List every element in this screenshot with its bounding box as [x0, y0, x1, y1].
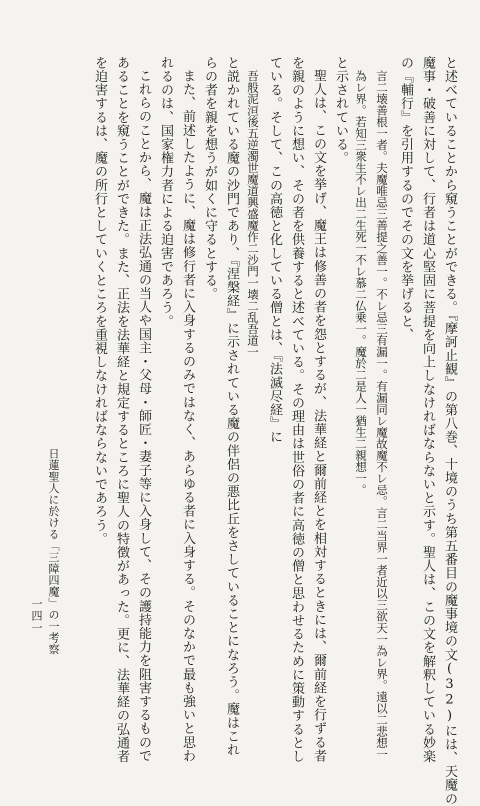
text-line: ている。そして、この高徳と化している僧とは、『法滅尽経』に: [267, 56, 282, 444]
quote-line: 言二壊善根一者。夫魔唯忌三善提之善一。不レ忌三有漏一。有漏同レ魔故魔不レ忌。言二当界一者近以三欲天一為レ界。遠以二悲想一: [375, 70, 389, 760]
text-line: また、前述したように、魔は修行者に入身するのみではなく、あらゆる者に入身する。そのなかで最も強いと思わ: [180, 69, 195, 763]
text-line: 聖人は、この文を挙げ、魔王は修善の者を怨とするが、法華経と爾前経とを相対するときには、爾前経を行ずる者: [311, 69, 326, 763]
text-line: を親のように想い、その者を供養すると述べている。その理由は世俗の者に高徳の僧と思わせるために策動するとし: [289, 56, 304, 764]
text-line: を迫害するは、魔の所行としていくところを重視しなければならないであろう。: [92, 56, 107, 546]
text-line: れるのは、国家権力者による迫害であろう。: [158, 56, 173, 328]
text-line: と示されている。: [333, 56, 348, 165]
running-header: 日蓮聖人に於ける「三障四魔」の一考察: [47, 448, 60, 655]
page-number: 一四一: [30, 598, 43, 634]
text-line: あることを窺うことができた。また、正法を法華経と規定するところに聖人の特徴があった。更に、法華経の弘通者: [114, 56, 129, 764]
text-line: らの者を親を想うが如くに守るとする。: [202, 56, 217, 301]
text-line: と説かれている魔の沙門であり、『涅槃経』に示されている魔の伴侶の悪比丘をさしていることになろう。魔はこれ: [224, 56, 239, 757]
quote-line: 為レ界。若知三衆生不レ出二生死一不レ慕二仏乗一。魔於二是人一猶生二親想一。: [354, 70, 368, 496]
text-line: の『輔行』を引用するのでその文を挙げると、: [398, 56, 413, 342]
quote-line: 吾般泥洹後五逆濁世魔道興盛魔作二沙門一壊二乱吾道一: [246, 70, 260, 358]
text-line: これらのことから、魔は正法弘通の当人や国主・父母・師匠・妻子等に入身して、その護持能力を阻害するもので: [136, 69, 151, 763]
text-line: と述べていることから窺うことができる。『摩訶止観』の第八巻、十境のうち第五番目の魔事境の文(32)には、天魔の: [442, 56, 457, 806]
text-line: 魔事・破善に対して、行者は道心堅固に菩提を向上しなければならないと示す。聖人は、この文を解釈している妙楽: [420, 56, 435, 764]
